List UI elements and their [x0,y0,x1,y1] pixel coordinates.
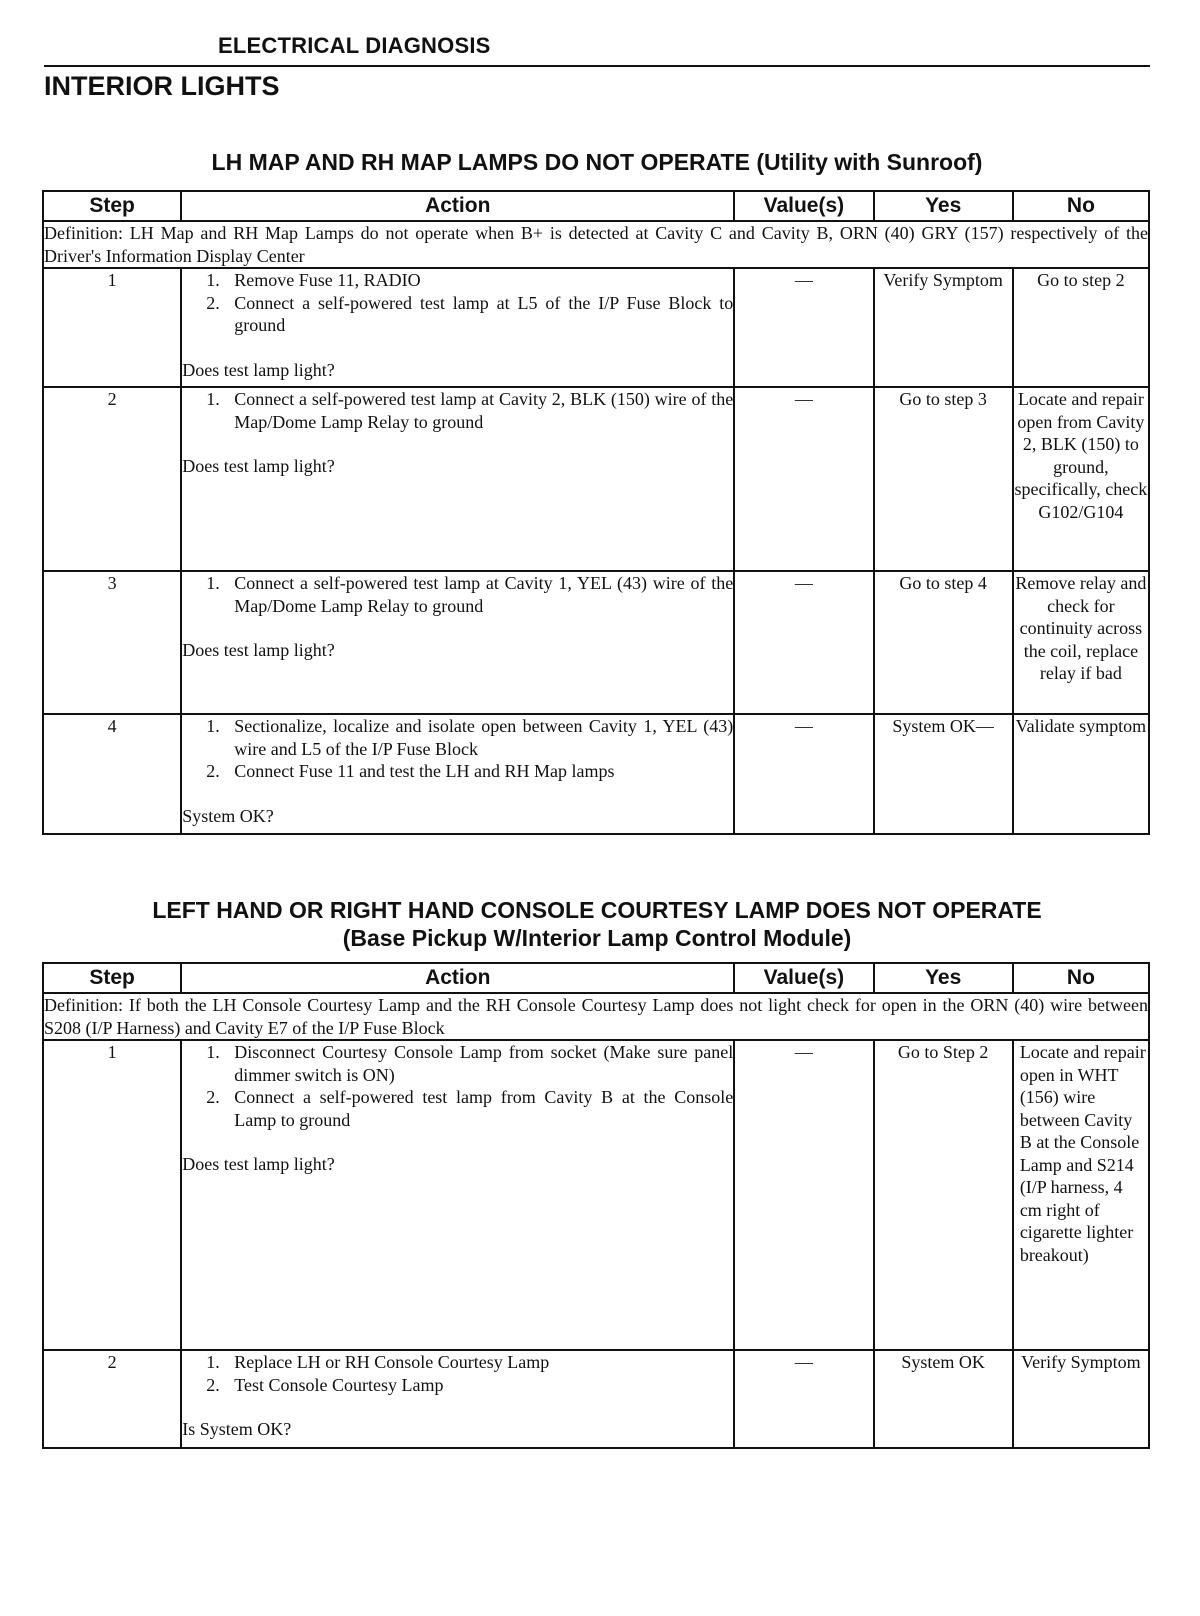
column-header-yes: Yes [874,963,1013,993]
action-question: Does test lamp light? [182,640,335,660]
step-number: 3 [43,571,181,714]
action-cell [181,1040,734,1350]
action-item: 1. Sectionalize, localize and isolate open between Cavity 1, YEL (43) wire and L5 of the I/P Fuse Block [206,716,734,759]
no-cell: Validate symptom [1013,714,1149,834]
table1-definition-row [43,221,1149,268]
column-header-action: Action [181,191,734,221]
no-cell: Verify Symptom [1013,1350,1149,1448]
action-item: 2. Connect a self-powered test lamp from Cavity B at the Console Lamp to ground [206,1087,734,1130]
column-header-step: Step [43,191,181,221]
column-header-values: Value(s) [734,963,873,993]
yes-cell: Verify Symptom [874,268,1013,387]
table2-title [44,896,1150,952]
table-row [43,1350,1149,1448]
action-item: 1. Replace LH or RH Console Courtesy Lamp [206,1352,550,1372]
step-number: 2 [43,1350,181,1448]
action-item: 1. Disconnect Courtesy Console Lamp from socket (Make sure panel dimmer switch is ON) [206,1042,734,1085]
value-cell: — [734,1040,873,1350]
value-cell: — [734,571,873,714]
action-item: 1. Connect a self-powered test lamp at Cavity 2, BLK (150) wire of the Map/Dome Lamp Relay to ground [206,389,734,432]
table-row [43,571,1149,714]
action-question: Is System OK? [182,1419,292,1439]
action-question: System OK? [182,805,274,826]
yes-cell: Go to step 3 [874,387,1013,571]
table-row [43,714,1149,834]
action-item: 2. Connect a self-powered test lamp at L5 of the I/P Fuse Block to ground [206,292,734,335]
no-cell: Locate and repair open from Cavity 2, BLK (150) to ground, specifically, check G102/G104 [1013,387,1149,571]
table2-header-row [43,963,1149,993]
definition-text: Definition: LH Map and RH Map Lamps do not operate when B+ is detected at Cavity C and Cavity B, ORN (40) GRY (157) respectively of the Driver's Information Display Center [43,221,1149,268]
table2-definition-row [43,993,1149,1040]
column-header-yes: Yes [874,191,1013,221]
step-number: 2 [43,387,181,571]
yes-cell: Go to step 4 [874,571,1013,714]
action-cell [181,714,734,834]
no-cell: Go to step 2 [1013,268,1149,387]
yes-cell: System OK— [874,714,1013,834]
table2-title-line1: LEFT HAND OR RIGHT HAND CONSOLE COURTESY LAMP DOES NOT OPERATE [152,897,1042,923]
action-cell [181,1350,734,1448]
no-cell: Remove relay and check for continuity across the coil, replace relay if bad [1013,571,1149,714]
action-question: Does test lamp light? [182,456,335,476]
no-cell: Locate and repair open in WHT (156) wire between Cavity B at the Console Lamp and S214 (I/P harness, 4 cm right of cigarette lighter breakout) [1013,1040,1149,1350]
action-question: Does test lamp light? [182,359,335,380]
table1-title: LH MAP AND RH MAP LAMPS DO NOT OPERATE (Utility with Sunroof) [211,149,983,175]
definition-text: Definition: If both the LH Console Courtesy Lamp and the RH Console Courtesy Lamp does not light check for open in the ORN (40) wire between S208 (I/P Harness) and Cavity E7 of the I/P Fuse Block [43,993,1149,1040]
column-header-step: Step [43,963,181,993]
step-number: 4 [43,714,181,834]
yes-cell: System OK [874,1350,1013,1448]
action-item: 2. Test Console Courtesy Lamp [206,1374,444,1395]
action-cell [181,387,734,571]
action-cell [181,571,734,714]
column-header-no: No [1013,963,1149,993]
table1-header-row [43,191,1149,221]
running-header: ELECTRICAL DIAGNOSIS [218,33,491,58]
table2-title-line2: (Base Pickup W/Interior Lamp Control Module) [342,925,852,951]
table-row [43,387,1149,571]
action-item: 1. Remove Fuse 11, RADIO [206,270,421,290]
column-header-no: No [1013,191,1149,221]
table-row [43,1040,1149,1350]
action-cell [181,268,734,387]
action-item: 2. Connect Fuse 11 and test the LH and RH Map lamps [206,761,615,781]
column-header-action: Action [181,963,734,993]
table1 [42,190,1150,835]
yes-cell: Go to Step 2 [874,1040,1013,1350]
value-cell: — [734,714,873,834]
table2 [42,962,1150,1449]
header-rule [44,65,1150,67]
value-cell: — [734,387,873,571]
column-header-values: Value(s) [734,191,873,221]
step-number: 1 [43,1040,181,1350]
section-title: INTERIOR LIGHTS [44,71,280,101]
value-cell: — [734,1350,873,1448]
value-cell: — [734,268,873,387]
table-row [43,268,1149,387]
step-number: 1 [43,268,181,387]
action-item: 1. Connect a self-powered test lamp at Cavity 1, YEL (43) wire of the Map/Dome Lamp Relay to ground [206,573,734,616]
action-question: Does test lamp light? [182,1154,335,1174]
